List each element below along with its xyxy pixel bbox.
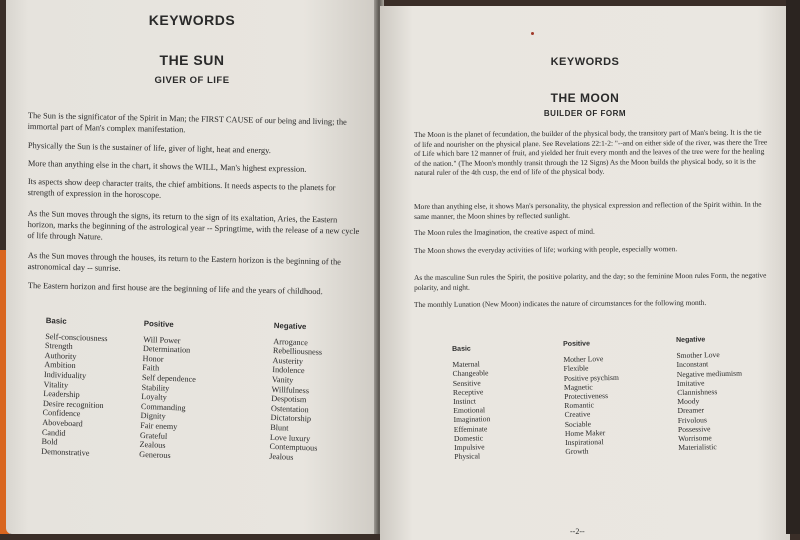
list-item: Inspirational [565, 437, 604, 448]
list-item: Blunt [270, 422, 289, 433]
list-item: Fair enemy [140, 420, 178, 432]
background-edge [786, 0, 800, 534]
list-item: Desire recognition [42, 398, 104, 410]
list-item: Dictatorship [270, 413, 312, 424]
list-item: Authority [44, 350, 77, 361]
list-item: Impulsive [454, 442, 485, 453]
list-item: Instinct [453, 396, 477, 407]
positive-column [139, 319, 198, 461]
column-header: Basic [45, 316, 67, 326]
list-item: Sensitive [452, 378, 481, 388]
paragraph: As the Sun moves through the houses, its return to the Eastern horizon is the beginning of the astronomical day -- sunrise. [27, 250, 342, 273]
list-item: Austerity [272, 355, 304, 366]
list-item: Dreamer [677, 405, 705, 416]
list-item: Physical [454, 451, 481, 462]
list-item: Changeable [452, 368, 489, 379]
list-item: Strength [44, 341, 73, 352]
list-item: Candid [41, 427, 66, 438]
left-page [6, 0, 378, 534]
list-item: Emotional [453, 405, 486, 416]
moon-subheading: BUILDER OF FORM [543, 109, 627, 118]
list-item: Moody [677, 396, 700, 407]
list-item: Self-consciousness [45, 331, 108, 343]
paragraph: More than anything else, it shows Man's personality, the physical expression and reflection of the Spirit within. In the same manner, the Moon shines by reflected sunlight. [414, 199, 762, 221]
column-header: Basic [452, 345, 471, 353]
right-page [380, 6, 790, 540]
list-item: Maternal [452, 359, 480, 370]
column-header: Positive [143, 319, 174, 330]
list-item: Mother Love [563, 354, 604, 365]
list-item: Will Power [143, 334, 181, 345]
list-item: Negative mediumism [676, 368, 743, 379]
list-item: Magnetic [563, 382, 593, 392]
basic-column [452, 344, 491, 461]
moon-heading: THE MOON [550, 91, 620, 105]
paragraph: More than anything else in the chart, it shows the WILL, Man's highest expression. [27, 158, 307, 174]
list-item: Ostentation [270, 403, 309, 415]
list-item: Stability [141, 382, 170, 393]
paragraph: Its aspects show deep character traits, the chief ambitions. It needs aspects to the planets for strength of expression in the horoscope. [27, 176, 336, 200]
list-item: Materialistic [678, 442, 717, 453]
list-item: Romantic [564, 400, 594, 411]
column-header: Negative [273, 321, 307, 332]
list-item: Clannishness [677, 387, 718, 398]
list-item: Sociable [564, 419, 592, 429]
list-item: Commanding [140, 401, 186, 413]
page-number: --2-- [570, 527, 585, 536]
list-item: Honor [142, 353, 164, 364]
list-item: Possessive [677, 424, 711, 434]
list-item: Leadership [43, 389, 80, 400]
paragraph: The monthly Lunation (New Moon) indicates the nature of circumstances for the following month. [414, 297, 707, 309]
paragraph: The Moon rules the Imagination, the creative aspect of mind. [414, 226, 595, 237]
list-item: Effeminate [453, 423, 488, 434]
ink-mark [531, 32, 534, 35]
paragraph: Physically the Sun is the sustainer of life, giver of light, heat and energy. [27, 140, 271, 156]
list-item: Jealous [269, 451, 294, 462]
positive-column [563, 339, 620, 457]
list-item: Imitative [676, 378, 705, 388]
list-item: Protectiveness [564, 391, 609, 402]
list-item: Arrogance [273, 336, 308, 347]
negative-column [676, 335, 744, 453]
list-item: Receptive [452, 387, 484, 397]
list-item: Home Maker [564, 427, 606, 438]
list-item: Smother Love [676, 350, 720, 361]
paragraph: The Eastern horizon and first house are the beginning of life and the years of childhood. [27, 280, 323, 297]
list-item: Self dependence [141, 372, 196, 384]
list-item: Despotism [271, 394, 307, 405]
keywords-title: KEYWORDS [148, 12, 236, 28]
list-item: Frivolous [677, 414, 707, 425]
list-item: Growth [565, 446, 589, 457]
list-item: Confidence [42, 408, 81, 419]
list-item: Vanity [271, 374, 294, 385]
paragraph: As the Sun moves through the signs, its return to the sign of its exaltation, Aries, the Eastern horizon, marks the beginning of the astrological year -- Springtime, with the release of a new cycle of life through Nature. [27, 208, 360, 242]
keywords-title: KEYWORDS [550, 56, 620, 68]
list-item: Worrisome [678, 433, 712, 444]
list-item: Imagination [453, 414, 491, 425]
list-item: Bold [41, 437, 58, 447]
list-item: Dignity [140, 411, 166, 422]
list-item: Grateful [139, 430, 168, 441]
list-item: Love luxury [269, 432, 311, 443]
paragraph: The Sun is the significator of the Spirit in Man; the FIRST CAUSE of our being and living; the immortal part of Man's complex manifestation. [27, 110, 347, 135]
list-item: Individuality [43, 369, 87, 381]
sun-subheading: GIVER OF LIFE [154, 75, 230, 86]
list-item: Indolence [272, 365, 305, 376]
list-item: Determination [142, 344, 191, 355]
list-item: Domestic [453, 433, 484, 443]
list-item: Vitality [43, 379, 69, 390]
list-item: Generous [139, 449, 171, 460]
list-item: Ambition [44, 360, 76, 371]
column-header: Positive [563, 340, 591, 348]
paragraph: The Moon shows the everyday activities of life; working with people, especially women. [414, 244, 678, 255]
list-item: Faith [142, 363, 160, 373]
list-item: Contemptuous [269, 442, 318, 453]
sun-heading: THE SUN [159, 52, 225, 68]
paragraph: As the masculine Sun rules the Spirit, the positive polarity, and the day; so the feminine Moon rules Form, the negative polarity, and night. [414, 270, 767, 292]
list-item: Rebelliousness [272, 346, 323, 357]
list-item: Creative [564, 409, 591, 420]
list-item: Demonstrative [41, 446, 90, 458]
list-item: Zealous [139, 440, 166, 450]
list-item: Inconstant [676, 359, 709, 370]
list-item: Positive psychism [563, 372, 619, 383]
basic-column [41, 316, 108, 458]
list-item: Flexible [563, 363, 589, 374]
column-header: Negative [676, 336, 706, 344]
paragraph: The Moon is the planet of fecundation, the builder of the physical body, the transitory part of Man's being. It is the tie of life and nourisher on the physical plane. See Revelations 22:1-2: "--and on either side of the river, was there the Tree of Life which bare 12 manner of fruit, and yielded her fruit every month and the leaves of the tree were for the healing of the nation." (The Moon's monthly transit through the 12 Signs) As the Moon builds the physical body, so it is the natural ruler of the 4th cusp, the end of life of the physical body. [414, 127, 768, 177]
list-item: Aboveboard [42, 417, 83, 429]
negative-column [269, 321, 323, 463]
list-item: Willfulness [271, 384, 310, 395]
list-item: Loyalty [141, 392, 167, 402]
